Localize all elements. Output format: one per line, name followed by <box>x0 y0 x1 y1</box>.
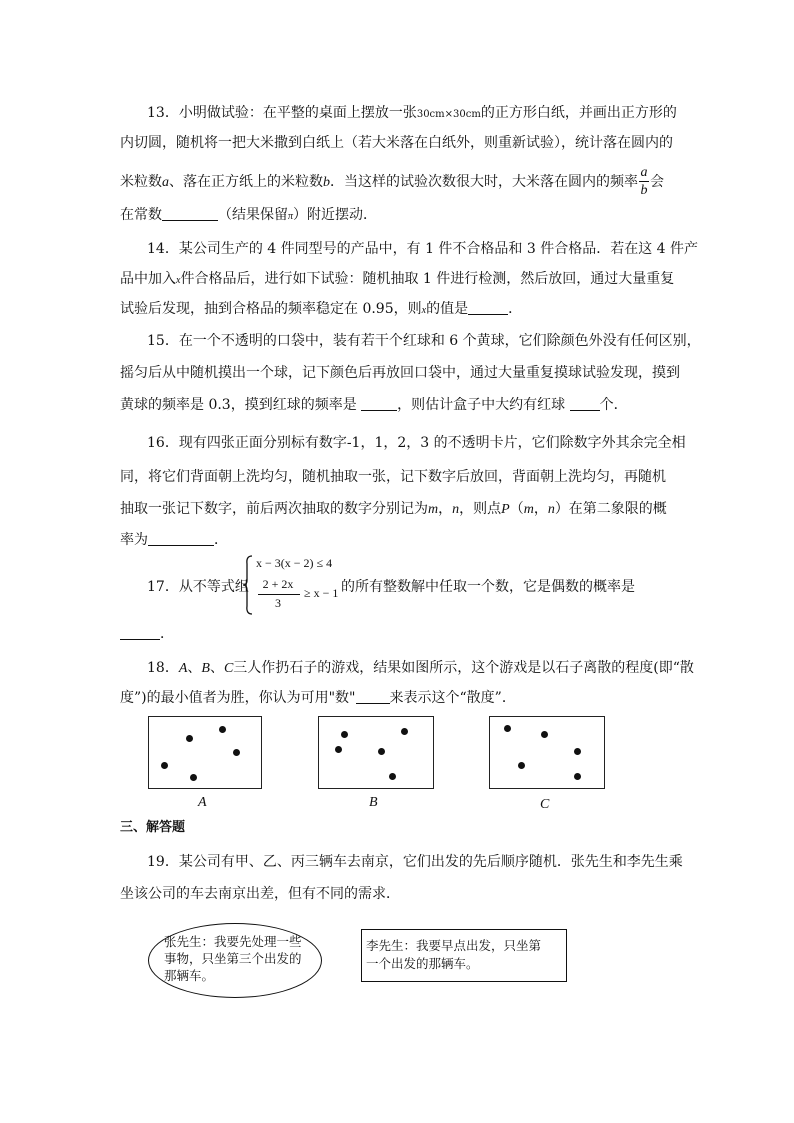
stone-dot <box>518 762 525 769</box>
fraction-bar <box>258 594 300 595</box>
stone-dot <box>541 731 548 738</box>
q18-line-1: 18．A、B、C三人作扔石子的游戏，结果如图所示，这个游戏是以石子离散的程度(即“散 <box>147 660 694 676</box>
answer-blank-17[interactable] <box>120 625 160 640</box>
stone-dot <box>341 731 348 738</box>
q13-line-3: 米粒数a、落在正方纸上的米粒数b．当这样的试验次数很大时，大米落在圆内的频率 $\frac{a}{b}$ 会 <box>120 165 664 198</box>
stone-dot <box>186 735 193 742</box>
stone-dot <box>161 762 168 769</box>
li-text-1: 李先生：我要早点出发，只坐第 <box>366 938 542 953</box>
diagram-label-c: C <box>540 797 550 812</box>
answer-blank-14[interactable] <box>468 300 508 315</box>
q13-line-2: 内切圆，随机将一把大米撒到白纸上（若大米落在白纸外，则重新试验），统计落在圆内的 <box>120 135 673 151</box>
stone-dot <box>389 773 396 780</box>
stone-diagram-b <box>318 716 434 789</box>
q15-line-2: 摇匀后从中随机摸出一个球，记下颜色后再放回口袋中，通过大量重复摸球试验发现，摸到 <box>120 365 680 381</box>
q16-line-1: 16．现有四张正面分别标有数字-1，1，2，3 的不透明卡片，它们除数字外其余完全相 <box>147 435 686 451</box>
q18-line-2: 度”)的最小值者为胜，你认为可用"数" 来表示这个“散度”． <box>120 690 516 706</box>
stone-dot <box>233 749 240 756</box>
q16-line-2: 同，将它们背面朝上洗均匀，随机抽取一张，记下数字后放回，背面朝上洗均匀，再随机 <box>120 469 666 485</box>
stone-dot <box>190 774 197 781</box>
brace-icon <box>242 554 254 616</box>
q13-line-4: 在常数 （结果保留π）附近摆动． <box>120 207 378 223</box>
q14-line-1: 14．某公司生产的 4 件同型号的产品中，有 1 件不合格品和 3 件合格品．若在这 4 件产 <box>147 241 699 257</box>
answer-blank-15a[interactable] <box>361 396 397 411</box>
diagram-label-a: A <box>198 795 207 810</box>
q19-line-2: 坐该公司的车去南京出差，但有不同的需求． <box>120 886 400 902</box>
answer-blank-16[interactable] <box>148 531 214 546</box>
ineq-frac-num: 2 + 2x <box>262 577 294 591</box>
q17-line-1: 的所有整数解中任取一个数，它是偶数的概率是 <box>341 579 635 595</box>
stone-dot <box>574 748 581 755</box>
q17-label: 17．从不等式组 <box>147 579 249 595</box>
q14-line-2: 品中加入x件合格品后，进行如下试验：随机抽取 1 件进行检测，然后放回，通过大量重复 <box>120 271 675 287</box>
answer-blank-15b[interactable] <box>570 396 600 411</box>
q16-line-3: 抽取一张记下数字，前后两次抽取的数字分别记为m，n，则点P（m，n）在第二象限的概 <box>120 501 667 517</box>
stone-diagram-a <box>148 716 262 789</box>
inequality-2-rhs: ≥ x − 1 <box>304 586 339 600</box>
stone-dot <box>401 728 408 735</box>
li-text-2: 一个出发的那辆车。 <box>366 956 479 971</box>
paper-size: 30cm×30cm <box>416 109 481 120</box>
stone-dot <box>574 773 581 780</box>
zhang-text-1: 张先生：我要先处理一些 <box>164 934 302 949</box>
section-title: 三、解答题 <box>120 820 186 835</box>
q15-line-1: 15．在一个不透明的口袋中，装有若干个红球和 6 个黄球，它们除颜色外没有任何区别， <box>147 333 701 349</box>
q19-line-1: 19．某公司有甲、乙、丙三辆车去南京，它们出发的先后顺序随机．张先生和李先生乘 <box>147 854 683 870</box>
zhang-text-2: 事物，只坐第三个出发的 <box>164 951 302 966</box>
q13-line-1: 13．小明做试验：在平整的桌面上摆放一张30cm×30cm的正方形白纸，并画出正方形的 <box>147 105 677 121</box>
stone-dot <box>335 746 342 753</box>
q17-line-2: ． <box>120 624 174 644</box>
stone-dot <box>504 725 511 732</box>
answer-blank-13[interactable] <box>162 206 218 221</box>
stone-dot <box>219 726 226 733</box>
diagram-label-b: B <box>369 795 378 810</box>
fraction-a-over-b: $\frac{a}{b}$ <box>640 165 648 198</box>
stone-dot <box>378 748 385 755</box>
q16-line-4: 率为 ． <box>120 532 228 548</box>
zhang-text-3: 那辆车。 <box>164 968 215 983</box>
stone-diagram-c <box>489 716 605 789</box>
q14-line-3: 试验后发现，抽到合格品的频率稳定在 0.95，则x的值是 ． <box>120 301 523 317</box>
answer-blank-18[interactable] <box>356 689 390 704</box>
inequality-1: x − 3(x − 2) ≤ 4 <box>256 556 333 570</box>
q15-line-3: 黄球的频率是 0.3，摸到红球的频率是 ，则估计盒子中大约有红球 个． <box>120 397 628 413</box>
ineq-frac-den: 3 <box>275 596 281 610</box>
